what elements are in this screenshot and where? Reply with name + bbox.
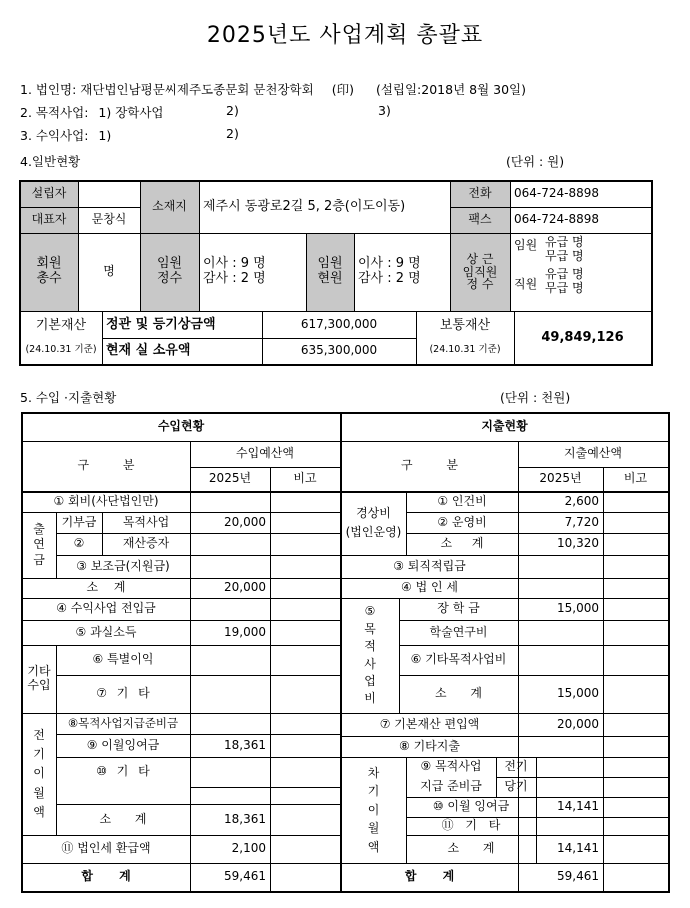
purpose-item-1: 1) 장학사업 (98, 105, 164, 120)
basic-assets-label: 기본재산 (35, 317, 87, 333)
expense-purpose9: ⑨ 목적사업 (420, 759, 482, 774)
expense-research: 학술연구비 (429, 624, 488, 639)
profit-item-1: 1) (98, 128, 112, 143)
income-excess-value: 19,000 (224, 624, 266, 639)
page-title: 2025년도 사업계획 총괄표 (206, 23, 484, 48)
income-other7: ⑦ 기 타 (96, 686, 150, 701)
expense-year-header: 2025년 (539, 471, 582, 486)
income-excess: ⑤ 과실소득 (75, 624, 137, 639)
rep-label: 대표자 (20, 207, 78, 233)
expense-operating-value: 7,720 (564, 514, 599, 529)
expense-scholarship-value: 15,000 (557, 601, 599, 616)
expense-purpose-group: ⑤ 목 적 사 업 비 (364, 604, 376, 706)
staff-officer-lines: 유급 명 무급 명 (545, 235, 584, 263)
fax-label: 팩스 (450, 207, 510, 233)
seal-mark: (印) (331, 82, 354, 97)
expense-basic-transfer-value: 20,000 (557, 716, 599, 731)
info-line-corp (20, 80, 526, 98)
income-purpose-business: 목적사업 (122, 514, 170, 529)
purpose-item-3: 3) (378, 103, 391, 118)
staff-label: 상 근 임직원 정 수 (450, 233, 510, 311)
expense-scholarship: 장 학 금 (437, 601, 480, 616)
info-line-purpose (20, 103, 164, 121)
income-category-header: 구 분 (77, 458, 135, 473)
actual-label: 현재 실 소유액 (106, 342, 191, 358)
income-dues: ① 회비(사단법인만) (53, 493, 159, 508)
corp-name: 1. 법인명: 재단법인남평문씨제주도종문회 문천장학회 (20, 82, 314, 97)
income-circle2: ② (73, 536, 85, 551)
expense-subtotal2-value: 15,000 (557, 686, 599, 701)
income-other-group: 기타 수입 (27, 664, 51, 692)
expense-subtotal3: 소 계 (447, 841, 495, 856)
income-total-value: 59,461 (224, 869, 266, 884)
income-subsidy: ③ 보조금(지원금) (76, 558, 170, 573)
info-line-profit (20, 126, 111, 144)
income-surplus9: ⑨ 이월잉여금 (86, 737, 160, 752)
income-title: 수입현황 (157, 419, 205, 434)
income-carry-group: 전 기 이 월 액 (33, 728, 45, 819)
income-purpose-business-value: 20,000 (224, 514, 266, 529)
expense-prev: 전기 (504, 759, 528, 774)
expense-personnel-value: 2,600 (564, 493, 599, 508)
income-subtotal2: 소 계 (99, 811, 147, 826)
income-surplus9-value: 18,361 (224, 737, 266, 752)
charter-value: 617,300,000 (300, 317, 378, 332)
expense-basic-transfer: ⑦ 기본재산 편입액 (379, 716, 480, 731)
location-value: 제주시 동광로2길 5, 2층(이도이동) (203, 198, 406, 214)
expense-other-exp: ⑧ 기타지출 (399, 738, 460, 753)
expense-retire: ③ 퇴직적립금 (393, 558, 466, 573)
expense-note-header: 비고 (623, 471, 648, 486)
charter-label: 정관 및 등기상금액 (106, 316, 216, 332)
expense-other11: ⑪ 기 타 (441, 818, 501, 833)
income-subtotal2-value: 18,361 (224, 811, 266, 826)
expense-surplus10: ⑩ 이월 잉여금 (432, 799, 510, 814)
general-heading: 4.일반현황 (20, 154, 81, 169)
expense-budget-header: 지출예산액 (564, 446, 622, 461)
founder-label: 설립자 (20, 181, 78, 207)
officers-quota-label: 임원 정수 (140, 233, 199, 311)
expense-operating: ② 운영비 (437, 514, 487, 529)
expense-subtotal2: 소 계 (435, 686, 482, 701)
officers-current-label: 임원 현원 (306, 233, 354, 311)
expense-total-value: 59,461 (557, 869, 599, 884)
founded-date: (설립일:2018년 8월 30일) (375, 82, 526, 97)
income-budget-header: 수입예산액 (236, 446, 294, 461)
income-other10: ⑩ 기 타 (96, 764, 150, 779)
basic-assets-date: (24.10.31 기준) (25, 343, 97, 355)
expense-total: 합 계 (404, 869, 455, 884)
expense-category-header: 구 분 (401, 458, 458, 473)
expense-surplus10-value: 14,141 (557, 799, 599, 814)
expense-corp-tax: ④ 법 인 세 (401, 580, 458, 595)
expense-reserve: 지급 준비금 (420, 779, 482, 794)
budget-heading: 5. 수입 ·지출현황 (20, 390, 117, 405)
officers-current-value: 이사 : 9 명 감사 : 2 명 (358, 256, 421, 286)
expense-next-group: 차 기 이 월 액 (367, 765, 380, 854)
ordinary-assets-label: 보통재산 (439, 317, 491, 333)
profit-label: 3. 수익사업: (20, 128, 89, 143)
expense-op-group: 경상비 (법인운영) (345, 505, 402, 539)
staff-employee-label: 직원 (514, 277, 538, 292)
rep-value: 문창식 (91, 212, 127, 227)
income-note-header: 비고 (293, 471, 317, 486)
founder-value (78, 181, 140, 207)
expense-title: 지출현황 (481, 419, 528, 434)
income-subtotal1-value: 20,000 (224, 580, 266, 595)
members-label: 회원 총수 (20, 233, 78, 311)
ordinary-assets-value: 49,849,126 (541, 329, 624, 345)
fax-value: 064-724-8898 (514, 212, 600, 227)
income-year-header: 2025년 (208, 471, 252, 486)
expense-subtotal3-value: 14,141 (557, 841, 599, 856)
officers-quota-value: 이사 : 9 명 감사 : 2 명 (203, 256, 266, 286)
income-tax-refund: ⑪ 법인세 환급액 (61, 841, 151, 856)
phone-value: 064-724-8898 (514, 186, 600, 201)
income-asset-increase: 재산증자 (122, 536, 170, 551)
income-donation-label: 기부금 (61, 514, 97, 529)
income-contrib-group: 출 연 금 (33, 521, 45, 567)
actual-value: 635,300,000 (300, 343, 378, 358)
general-unit: (단위 : 원) (506, 154, 565, 169)
expense-subtotal1-value: 10,320 (557, 536, 599, 551)
income-subtotal1: 소 계 (86, 580, 126, 595)
purpose-item-2: 2) (226, 103, 239, 118)
income-total: 합 계 (81, 869, 131, 884)
income-profit-transfer: ④ 수익사업 전입금 (56, 601, 156, 616)
budget-unit: (단위 : 천원) (500, 390, 571, 405)
location-label: 소재지 (140, 181, 199, 233)
staff-officer-label: 임원 (514, 238, 538, 253)
ordinary-assets-date: (24.10.31 기준) (429, 343, 501, 355)
expense-personnel: ① 인건비 (437, 493, 487, 508)
expense-other-purpose: ⑥ 기타목적사업비 (410, 652, 507, 667)
staff-employee-lines: 유급 명 무급 명 (545, 267, 584, 295)
expense-curr: 당기 (504, 779, 528, 794)
profit-item-2: 2) (226, 126, 239, 141)
income-reserve8: ⑧목적사업지급준비금 (67, 715, 179, 730)
phone-label: 전화 (450, 181, 510, 207)
income-tax-refund-value: 2,100 (231, 841, 266, 856)
income-special: ⑥ 특별이익 (92, 652, 154, 667)
expense-subtotal1: 소 계 (440, 536, 484, 551)
members-value: 명 (103, 264, 115, 279)
purpose-label: 2. 목적사업: (20, 105, 89, 120)
